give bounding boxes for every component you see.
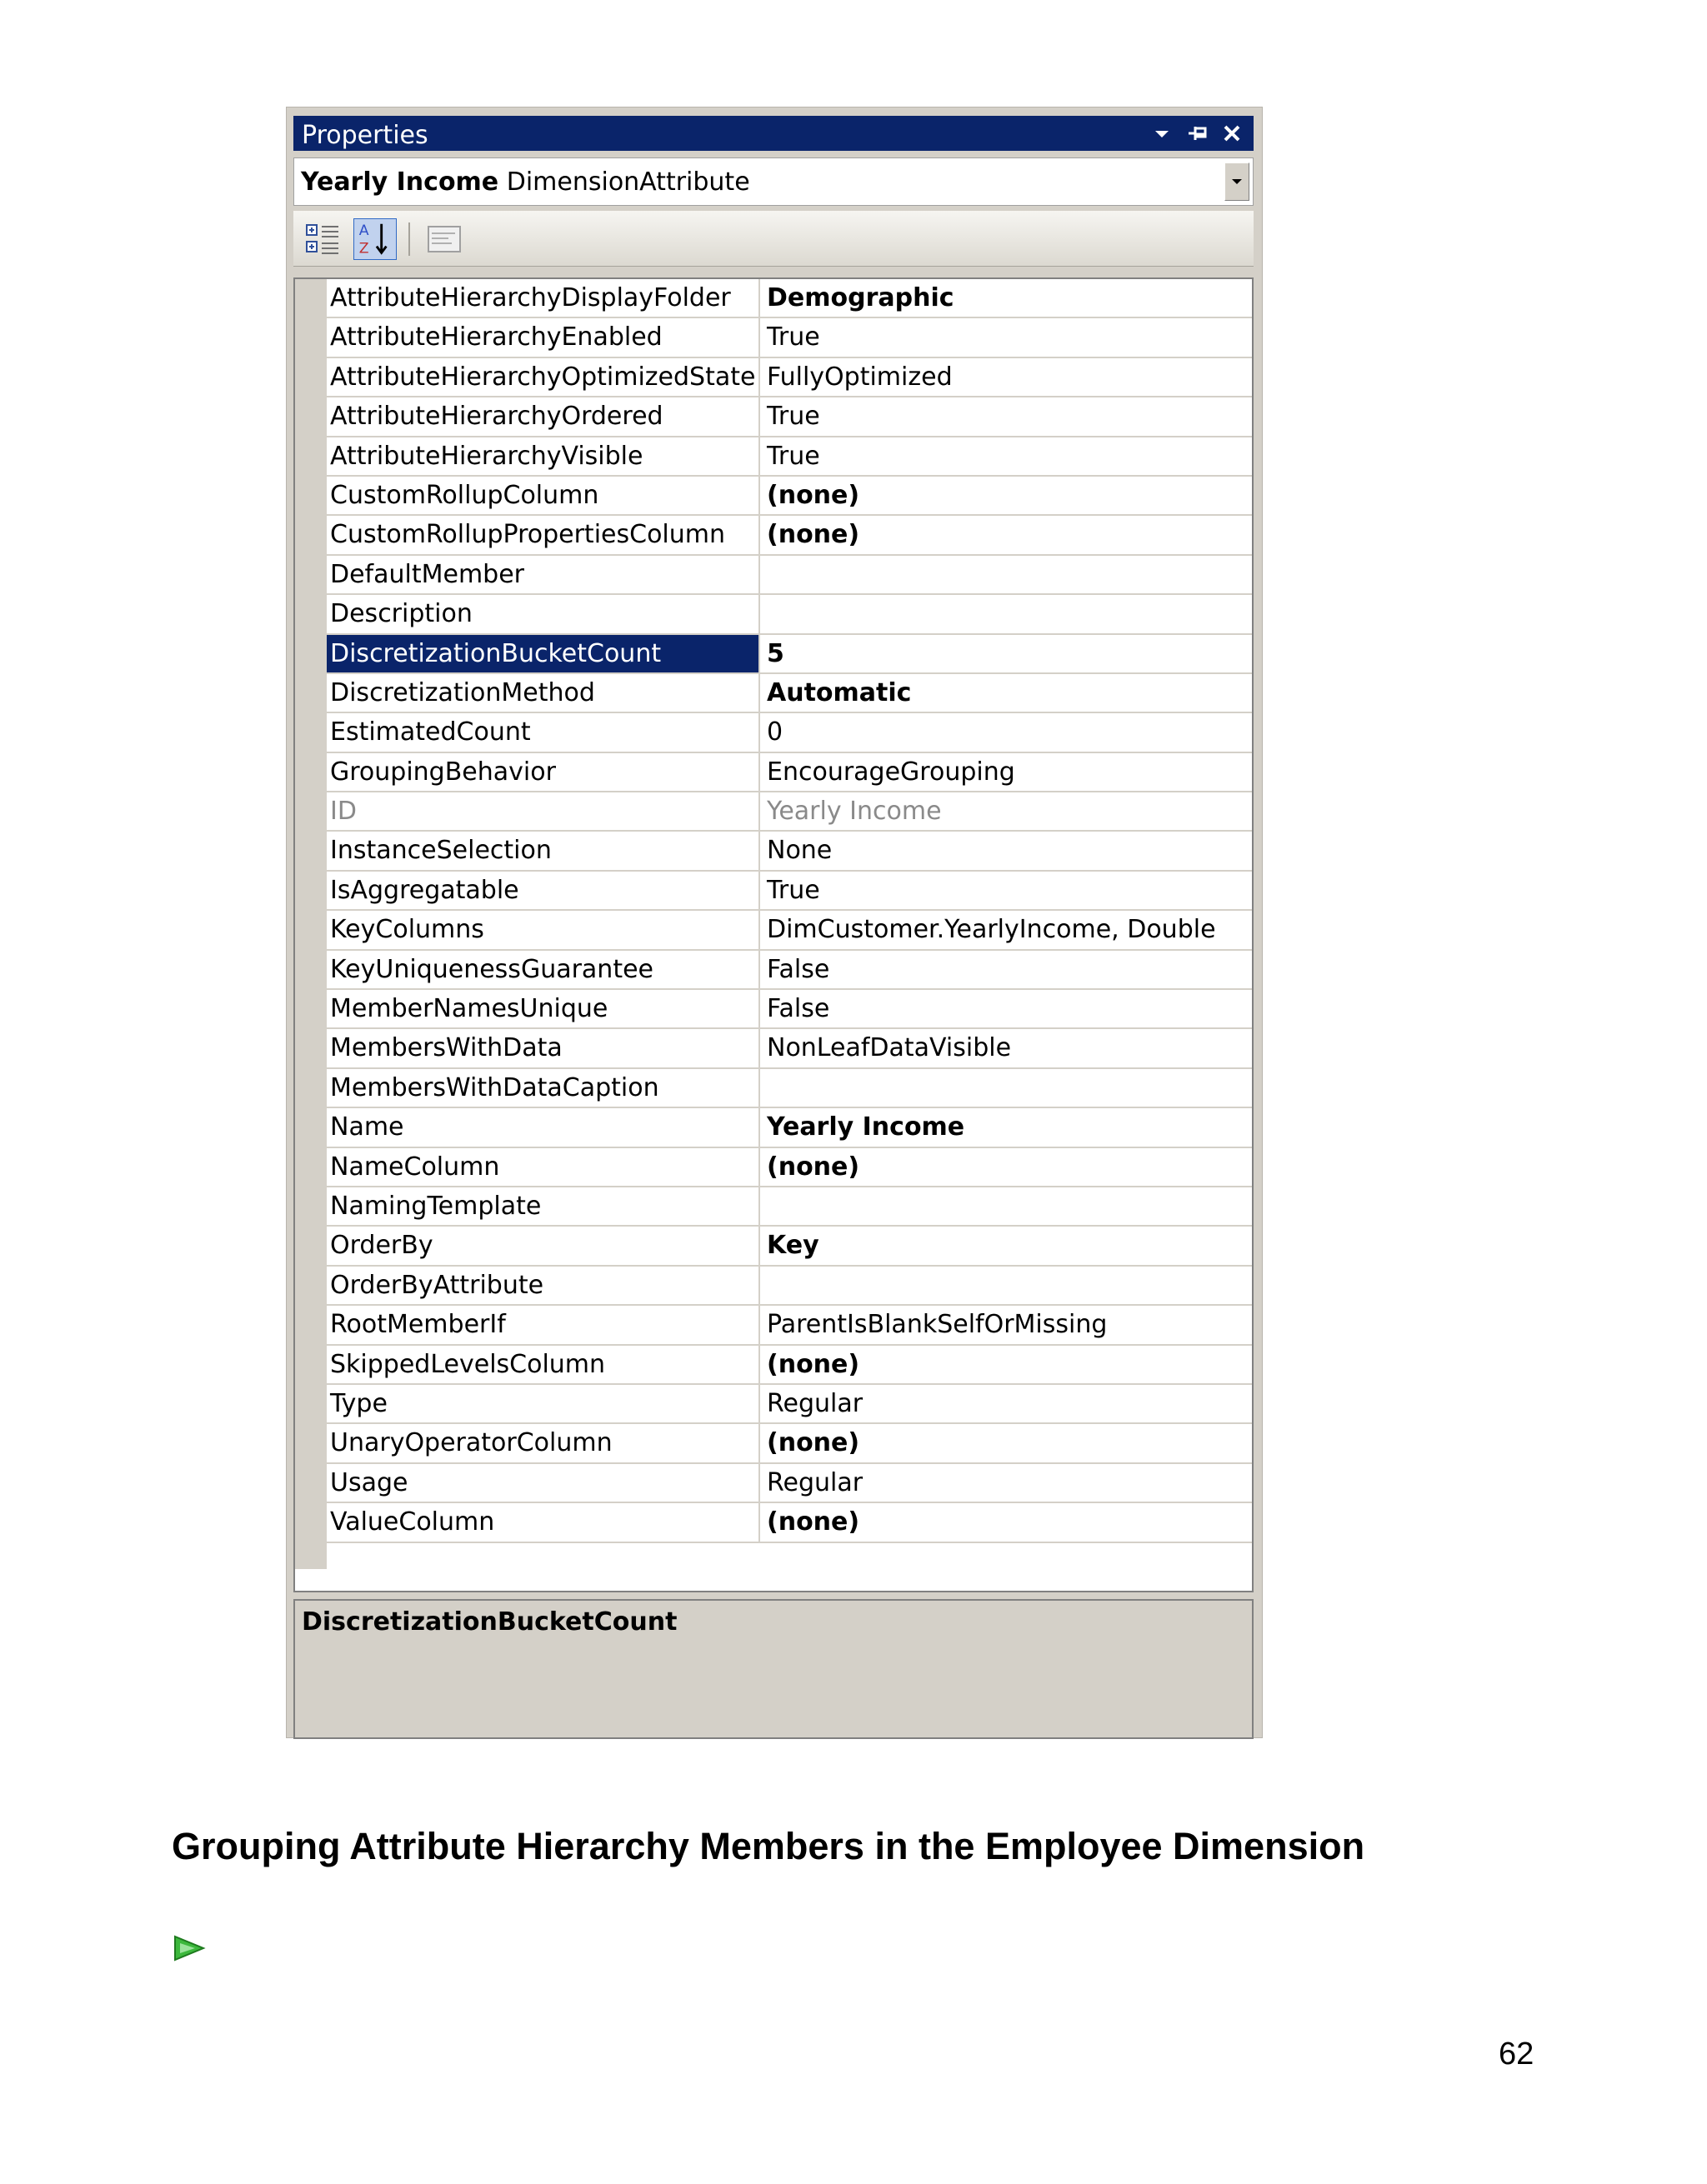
section-heading: Grouping Attribute Hierarchy Members in the Employee Dimension bbox=[172, 1825, 1365, 1867]
property-value[interactable]: True bbox=[767, 322, 820, 352]
property-value[interactable] bbox=[760, 556, 1252, 593]
object-selector-dropdown[interactable] bbox=[293, 157, 1254, 206]
property-name[interactable]: OrderBy bbox=[327, 1227, 760, 1264]
property-name[interactable]: EstimatedCount bbox=[327, 713, 760, 751]
property-value[interactable]: (none) bbox=[767, 1428, 860, 1458]
green-arrow-icon bbox=[172, 1933, 207, 1963]
property-row[interactable] bbox=[327, 635, 1252, 674]
property-row[interactable] bbox=[327, 1148, 1252, 1187]
property-value[interactable]: Yearly Income bbox=[767, 1112, 965, 1142]
property-name[interactable]: Usage bbox=[327, 1464, 760, 1502]
svg-text:A: A bbox=[358, 222, 369, 240]
property-row[interactable] bbox=[327, 951, 1252, 990]
property-name[interactable]: MemberNamesUnique bbox=[327, 990, 760, 1027]
property-name[interactable]: AttributeHierarchyVisible bbox=[327, 437, 760, 475]
property-value[interactable] bbox=[760, 595, 1252, 632]
property-value[interactable]: Automatic bbox=[767, 677, 912, 707]
property-value[interactable]: (none) bbox=[767, 520, 860, 550]
property-value[interactable]: Regular bbox=[767, 1467, 864, 1497]
property-value[interactable]: None bbox=[767, 836, 833, 866]
property-name[interactable]: InstanceSelection bbox=[327, 832, 760, 869]
property-name[interactable]: NameColumn bbox=[327, 1148, 760, 1186]
property-row[interactable] bbox=[327, 1503, 1252, 1542]
property-row[interactable] bbox=[327, 911, 1252, 950]
property-name[interactable]: SkippedLevelsColumn bbox=[327, 1346, 760, 1383]
page-number: 62 bbox=[1499, 2037, 1534, 2072]
property-row[interactable] bbox=[327, 477, 1252, 516]
description-title: DiscretizationBucketCount bbox=[302, 1607, 678, 1637]
property-row[interactable] bbox=[327, 279, 1252, 318]
property-row[interactable] bbox=[327, 437, 1252, 477]
property-value[interactable] bbox=[760, 1187, 1252, 1225]
properties-title: Properties bbox=[302, 121, 428, 150]
property-value[interactable]: FullyOptimized bbox=[767, 362, 953, 392]
property-value[interactable]: 0 bbox=[767, 717, 783, 747]
description-pane bbox=[293, 1599, 1254, 1739]
chevron-down-icon bbox=[1225, 163, 1249, 200]
property-row[interactable] bbox=[327, 1227, 1252, 1266]
property-row[interactable] bbox=[327, 556, 1252, 595]
properties-toolbar bbox=[293, 211, 1254, 267]
property-row[interactable] bbox=[327, 1267, 1252, 1306]
property-name[interactable]: NamingTemplate bbox=[327, 1187, 760, 1225]
property-value[interactable] bbox=[760, 1069, 1252, 1107]
toolbar-separator bbox=[408, 222, 410, 256]
property-value[interactable]: 5 bbox=[767, 638, 784, 668]
property-name[interactable]: ID bbox=[327, 792, 760, 830]
property-value[interactable]: True bbox=[767, 875, 820, 905]
property-row[interactable] bbox=[327, 1029, 1252, 1068]
property-name[interactable]: GroupingBehavior bbox=[327, 753, 760, 791]
categorized-icon[interactable] bbox=[302, 218, 345, 260]
property-row[interactable] bbox=[327, 792, 1252, 832]
property-name[interactable]: DefaultMember bbox=[327, 556, 760, 593]
property-name[interactable]: UnaryOperatorColumn bbox=[327, 1424, 760, 1462]
property-value[interactable]: DimCustomer.YearlyIncome, Double bbox=[767, 915, 1216, 945]
property-row[interactable] bbox=[327, 358, 1252, 397]
property-name[interactable]: MembersWithDataCaption bbox=[327, 1069, 760, 1107]
property-row[interactable] bbox=[327, 674, 1252, 713]
property-grid-gutter bbox=[295, 279, 327, 1569]
property-name[interactable]: KeyColumns bbox=[327, 911, 760, 948]
property-pages-icon[interactable] bbox=[423, 218, 467, 260]
property-name[interactable]: CustomRollupPropertiesColumn bbox=[327, 516, 760, 553]
properties-window bbox=[286, 107, 1263, 1738]
property-name[interactable]: MembersWithData bbox=[327, 1029, 760, 1067]
selected-object-type: DimensionAttribute bbox=[506, 167, 750, 197]
property-row[interactable] bbox=[327, 595, 1252, 634]
property-value[interactable] bbox=[760, 1267, 1252, 1304]
sort-alphabetical-icon[interactable] bbox=[353, 218, 397, 260]
property-grid[interactable] bbox=[293, 277, 1254, 1592]
property-value[interactable]: ParentIsBlankSelfOrMissing bbox=[767, 1310, 1108, 1340]
property-name[interactable]: Description bbox=[327, 595, 760, 632]
property-name[interactable]: IsAggregatable bbox=[327, 872, 760, 909]
property-row[interactable] bbox=[327, 832, 1252, 871]
property-name[interactable]: DiscretizationMethod bbox=[327, 674, 760, 712]
selector-dropdown-button[interactable] bbox=[1224, 162, 1249, 201]
property-name[interactable]: AttributeHierarchyEnabled bbox=[327, 318, 760, 356]
property-row[interactable] bbox=[327, 318, 1252, 357]
property-row[interactable] bbox=[327, 1108, 1252, 1147]
property-value[interactable]: Key bbox=[767, 1231, 819, 1261]
property-value[interactable]: (none) bbox=[767, 480, 860, 510]
property-name[interactable]: DiscretizationBucketCount bbox=[327, 635, 760, 672]
property-value[interactable]: (none) bbox=[767, 1507, 860, 1537]
property-name[interactable]: RootMemberIf bbox=[327, 1306, 760, 1343]
property-row[interactable] bbox=[327, 1464, 1252, 1503]
property-row[interactable] bbox=[327, 1424, 1252, 1463]
property-row[interactable] bbox=[327, 1306, 1252, 1345]
property-name[interactable]: AttributeHierarchyOrdered bbox=[327, 397, 760, 435]
property-row[interactable] bbox=[327, 1346, 1252, 1385]
property-value[interactable]: NonLeafDataVisible bbox=[767, 1033, 1012, 1063]
close-icon[interactable] bbox=[1217, 119, 1247, 147]
property-name[interactable]: OrderByAttribute bbox=[327, 1267, 760, 1304]
property-row[interactable] bbox=[327, 713, 1252, 752]
property-row[interactable] bbox=[327, 397, 1252, 437]
property-value[interactable]: False bbox=[767, 954, 830, 984]
property-name[interactable]: CustomRollupColumn bbox=[327, 477, 760, 514]
property-row[interactable] bbox=[327, 1069, 1252, 1108]
properties-title-bar[interactable] bbox=[293, 116, 1254, 151]
property-value[interactable]: True bbox=[767, 402, 820, 432]
property-name[interactable]: AttributeHierarchyOptimizedState bbox=[327, 358, 760, 396]
property-rows bbox=[327, 279, 1252, 1543]
svg-text:Z: Z bbox=[358, 240, 369, 257]
property-value[interactable]: Regular bbox=[767, 1388, 864, 1418]
property-name[interactable]: Type bbox=[327, 1385, 760, 1422]
property-row[interactable] bbox=[327, 1385, 1252, 1424]
property-name[interactable]: Name bbox=[327, 1108, 760, 1146]
property-name[interactable]: KeyUniquenessGuarantee bbox=[327, 951, 760, 988]
property-row[interactable] bbox=[327, 516, 1252, 555]
property-name[interactable]: ValueColumn bbox=[327, 1503, 760, 1541]
pin-icon[interactable] bbox=[1182, 119, 1212, 147]
property-value[interactable]: Demographic bbox=[767, 283, 954, 312]
chevron-down-icon[interactable] bbox=[1147, 119, 1177, 147]
property-value: Yearly Income bbox=[767, 797, 942, 827]
property-row[interactable] bbox=[327, 872, 1252, 911]
property-value[interactable]: False bbox=[767, 994, 830, 1024]
property-name[interactable]: AttributeHierarchyDisplayFolder bbox=[327, 279, 760, 317]
property-row[interactable] bbox=[327, 1187, 1252, 1227]
selected-object-name: Yearly Income bbox=[301, 167, 499, 197]
property-row[interactable] bbox=[327, 753, 1252, 792]
property-value[interactable]: True bbox=[767, 441, 820, 471]
property-row[interactable] bbox=[327, 990, 1252, 1029]
property-value[interactable]: (none) bbox=[767, 1152, 860, 1182]
property-value[interactable]: EncourageGrouping bbox=[767, 757, 1015, 787]
property-value[interactable]: (none) bbox=[767, 1349, 860, 1379]
